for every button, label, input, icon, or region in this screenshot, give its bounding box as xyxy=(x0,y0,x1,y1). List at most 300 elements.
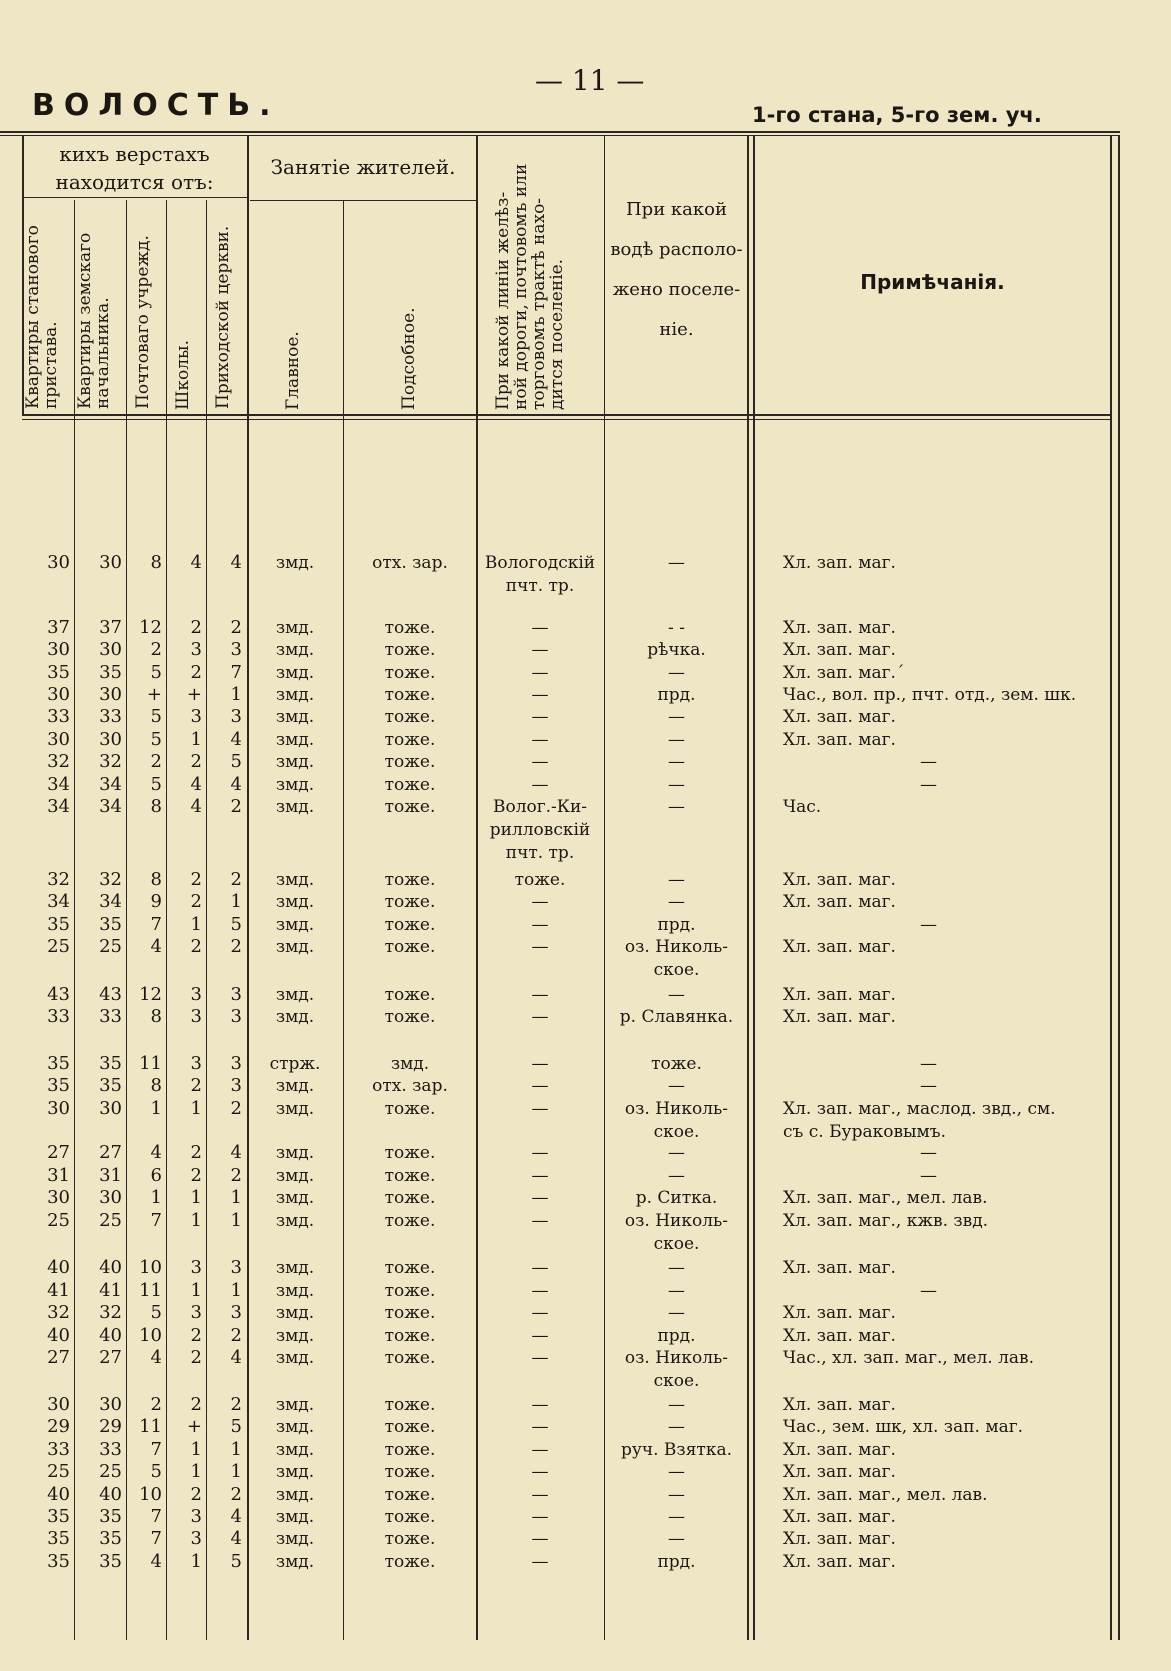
cell-sec: тоже. xyxy=(384,915,436,935)
cell-a: 34 xyxy=(47,774,70,795)
column-header-schools: Школы. xyxy=(173,340,193,410)
table-row xyxy=(0,662,1171,684)
cell-b: 30 xyxy=(99,729,122,750)
cell-d: 1 xyxy=(190,1098,202,1119)
column-header-notes: Примѣчанія. xyxy=(860,270,1005,294)
cell-c: 4 xyxy=(150,936,162,957)
cell-d: 1 xyxy=(190,1210,202,1231)
cell-e: 1 xyxy=(230,684,242,705)
cell-water: — xyxy=(668,1485,685,1505)
cell-road: — xyxy=(531,985,549,1005)
cell-d: 3 xyxy=(190,1257,202,1278)
cell-road: — xyxy=(531,707,549,727)
cell-a: 27 xyxy=(47,1142,70,1163)
cell-road: — xyxy=(531,618,549,638)
cell-note: — xyxy=(920,915,937,935)
cell-d: + xyxy=(186,684,202,705)
cell-road: — xyxy=(531,1188,549,1208)
cell-b: 29 xyxy=(99,1416,122,1437)
cell-e: 3 xyxy=(230,706,242,727)
cell-d: 2 xyxy=(190,617,202,638)
cell-a: 35 xyxy=(47,1075,70,1096)
cell-main: змд. xyxy=(275,1281,315,1301)
cell-c: 2 xyxy=(150,639,162,660)
cell-a: 33 xyxy=(47,706,70,727)
cell-road: — xyxy=(531,1211,549,1231)
cell-e: 4 xyxy=(230,729,242,750)
cell-main: змд. xyxy=(275,1143,315,1163)
table-row xyxy=(0,1506,1171,1528)
cell-d: 1 xyxy=(190,1461,202,1482)
cell-b: 40 xyxy=(99,1257,122,1278)
table-row xyxy=(0,1416,1171,1438)
cell-d: 2 xyxy=(190,1075,202,1096)
cell-c: 5 xyxy=(150,662,162,683)
cell-d: 2 xyxy=(190,1325,202,1346)
cell-water: прд. xyxy=(657,685,696,705)
cell-main: змд. xyxy=(275,1076,315,1096)
cell-b: 30 xyxy=(99,1394,122,1415)
cell-b: 40 xyxy=(99,1325,122,1346)
cell-sec: тоже. xyxy=(384,1395,436,1415)
cell-b: 40 xyxy=(99,1484,122,1505)
cell-d: 1 xyxy=(190,729,202,750)
cell-c: 8 xyxy=(150,1075,162,1096)
cell-road: — xyxy=(531,752,549,772)
cell-b: 30 xyxy=(99,1187,122,1208)
cell-c: 10 xyxy=(139,1257,162,1278)
cell-e: 2 xyxy=(230,1394,242,1415)
cell-c: 8 xyxy=(150,552,162,573)
cell-a: 35 xyxy=(47,1528,70,1549)
cell-e: 1 xyxy=(230,1439,242,1460)
cell-a: 25 xyxy=(47,1210,70,1231)
cell-note: — xyxy=(920,1143,937,1163)
cell-a: 25 xyxy=(47,936,70,957)
cell-main: змд. xyxy=(275,1529,315,1549)
cell-note: Хл. зап. маг.´ xyxy=(783,663,905,683)
cell-road: — xyxy=(531,685,549,705)
cell-note: Хл. зап. маг., мел. лав. xyxy=(783,1485,988,1505)
cell-main: стрж. xyxy=(269,1054,321,1074)
cell-a: 32 xyxy=(47,751,70,772)
cell-note: Час., хл. зап. маг., мел. лав. xyxy=(783,1348,1035,1368)
cell-c: 4 xyxy=(150,1551,162,1572)
cell-sec: тоже. xyxy=(384,1281,436,1301)
cell-a: 41 xyxy=(47,1280,70,1301)
cell-sec: тоже. xyxy=(384,663,436,683)
cell-e: 4 xyxy=(230,552,242,573)
cell-b: 33 xyxy=(99,1439,122,1460)
cell-d: 4 xyxy=(190,552,202,573)
cell-b: 43 xyxy=(99,984,122,1005)
cell-d: 3 xyxy=(190,984,202,1005)
cell-d: 2 xyxy=(190,1165,202,1186)
table-row xyxy=(0,1053,1171,1075)
cell-e: 7 xyxy=(230,662,242,683)
cell-a: 30 xyxy=(47,729,70,750)
cell-e: 2 xyxy=(230,1325,242,1346)
cell-main: змд. xyxy=(275,730,315,750)
cell-b: 30 xyxy=(99,552,122,573)
cell-a: 34 xyxy=(47,796,70,817)
cell-e: 1 xyxy=(230,891,242,912)
cell-water: — xyxy=(668,1507,685,1527)
distances-group-header: кихъ верстахъ находится отъ: xyxy=(55,142,214,194)
cell-a: 27 xyxy=(47,1347,70,1368)
cell-d: 1 xyxy=(190,1551,202,1572)
cell-b: 35 xyxy=(99,914,122,935)
cell-d: 2 xyxy=(190,869,202,890)
cell-water: оз. Николь- ское. xyxy=(624,1211,729,1254)
cell-c: 12 xyxy=(139,617,162,638)
cell-sec: тоже. xyxy=(384,1007,436,1027)
table-row xyxy=(0,891,1171,913)
table-row xyxy=(0,1257,1171,1279)
cell-b: 25 xyxy=(99,936,122,957)
cell-sec: тоже. xyxy=(384,618,436,638)
cell-sec: тоже. xyxy=(384,1211,436,1231)
cell-water: руч. Взятка. xyxy=(621,1440,732,1460)
column-header-stanovoi: Квартиры станового пристава. xyxy=(23,225,61,409)
cell-d: 1 xyxy=(190,1187,202,1208)
cell-main: змд. xyxy=(275,775,315,795)
cell-main: змд. xyxy=(275,707,315,727)
cell-road: — xyxy=(531,775,549,795)
cell-road: — xyxy=(531,937,549,957)
cell-water: р. Ситка. xyxy=(635,1188,718,1208)
cell-b: 30 xyxy=(99,1098,122,1119)
cell-water: рѣчка. xyxy=(647,640,706,660)
cell-c: 5 xyxy=(150,1302,162,1323)
cell-water: — xyxy=(668,1143,685,1163)
cell-road: — xyxy=(531,1143,549,1163)
table-row xyxy=(0,1165,1171,1187)
cell-road: Волог.-Ки- рилловскій пчт. тр. xyxy=(489,797,591,863)
table-row xyxy=(0,1461,1171,1483)
cell-d: 3 xyxy=(190,1302,202,1323)
cell-sec: тоже. xyxy=(384,985,436,1005)
cell-d: 2 xyxy=(190,936,202,957)
table-row xyxy=(0,706,1171,728)
cell-c: 11 xyxy=(139,1053,162,1074)
cell-b: 31 xyxy=(99,1165,122,1186)
cell-main: змд. xyxy=(275,985,315,1005)
cell-a: 37 xyxy=(47,617,70,638)
cell-e: 2 xyxy=(230,796,242,817)
page-title: ВОЛОСТЬ. xyxy=(32,88,280,123)
cell-main: змд. xyxy=(275,797,315,817)
cell-e: 1 xyxy=(230,1187,242,1208)
cell-sec: тоже. xyxy=(384,730,436,750)
cell-a: 31 xyxy=(47,1165,70,1186)
cell-c: 7 xyxy=(150,1506,162,1527)
cell-water: — xyxy=(668,870,685,890)
cell-e: 3 xyxy=(230,984,242,1005)
cell-sec: тоже. xyxy=(384,1462,436,1482)
cell-road: — xyxy=(531,1348,549,1368)
cell-water: — xyxy=(668,1281,685,1301)
cell-d: 3 xyxy=(190,1006,202,1027)
cell-c: 11 xyxy=(139,1416,162,1437)
cell-main: змд. xyxy=(275,1395,315,1415)
cell-water: тоже. xyxy=(651,1054,702,1074)
table-row xyxy=(0,936,1171,980)
cell-d: 1 xyxy=(190,914,202,935)
cell-d: 2 xyxy=(190,662,202,683)
table-row xyxy=(0,684,1171,706)
cell-water: — xyxy=(668,752,685,772)
cell-water: прд. xyxy=(657,1552,696,1572)
cell-note: Хл. зап. маг. xyxy=(783,1007,896,1027)
table-row xyxy=(0,1098,1171,1142)
cell-note: Хл. зап. маг. xyxy=(783,618,896,638)
cell-e: 4 xyxy=(230,774,242,795)
cell-sec: тоже. xyxy=(384,1188,436,1208)
cell-main: змд. xyxy=(275,752,315,772)
cell-sec: тоже. xyxy=(384,1348,436,1368)
cell-sec: тоже. xyxy=(384,1303,436,1323)
cell-d: 2 xyxy=(190,751,202,772)
cell-main: змд. xyxy=(275,1211,315,1231)
table-row xyxy=(0,1280,1171,1302)
table-row xyxy=(0,1006,1171,1028)
cell-b: 34 xyxy=(99,891,122,912)
table-row xyxy=(0,796,1171,863)
cell-main: змд. xyxy=(275,1440,315,1460)
cell-note: Хл. зап. маг. xyxy=(783,1395,896,1415)
cell-sec: тоже. xyxy=(384,1552,436,1572)
cell-e: 5 xyxy=(230,1416,242,1437)
cell-water: — xyxy=(668,797,685,817)
table-row xyxy=(0,1347,1171,1391)
cell-d: 3 xyxy=(190,1053,202,1074)
cell-note: — xyxy=(920,752,937,772)
cell-main: змд. xyxy=(275,1099,315,1119)
cell-a: 40 xyxy=(47,1257,70,1278)
cell-a: 34 xyxy=(47,891,70,912)
column-header-main: Главное. xyxy=(283,331,303,410)
table-row xyxy=(0,1325,1171,1347)
cell-note: Хл. зап. маг., кжв. звд. xyxy=(783,1211,989,1231)
column-header-road: При какой линіи желѣз- ной дороги, почтовомъ или торговомъ трактѣ нахо- дится поселеніе. xyxy=(493,163,567,410)
cell-b: 25 xyxy=(99,1210,122,1231)
cell-main: змд. xyxy=(275,1417,315,1437)
cell-note: Хл. зап. маг. xyxy=(783,553,896,573)
cell-road: — xyxy=(531,1485,549,1505)
cell-note: Хл. зап. маг. xyxy=(783,640,896,660)
cell-b: 35 xyxy=(99,1528,122,1549)
cell-c: 7 xyxy=(150,1439,162,1460)
cell-e: 3 xyxy=(230,1302,242,1323)
cell-water: оз. Николь- ское. xyxy=(624,1348,729,1391)
cell-d: 4 xyxy=(190,796,202,817)
cell-water: оз. Николь- ское. xyxy=(624,937,729,980)
cell-note: — xyxy=(920,1076,937,1096)
column-header-secondary: Подсобное. xyxy=(399,307,419,410)
cell-main: змд. xyxy=(275,553,315,573)
cell-b: 33 xyxy=(99,1006,122,1027)
cell-road: — xyxy=(531,1007,549,1027)
cell-sec: змд. xyxy=(390,1054,430,1074)
cell-note: Час., вол. пр., пчт. отд., зем. шк. xyxy=(783,685,1077,705)
cell-c: 5 xyxy=(150,729,162,750)
cell-d: 3 xyxy=(190,1528,202,1549)
cell-note: Хл. зап. маг., маслод. звд., см. съ с. Бураковымъ. xyxy=(783,1099,1056,1142)
table-row xyxy=(0,1528,1171,1550)
cell-d: 3 xyxy=(190,706,202,727)
cell-a: 29 xyxy=(47,1416,70,1437)
cell-note: Хл. зап. маг. xyxy=(783,937,896,957)
cell-note: Хл. зап. маг. xyxy=(783,1507,896,1527)
cell-b: 35 xyxy=(99,662,122,683)
cell-note: Хл. зап. маг. xyxy=(783,1552,896,1572)
cell-road: — xyxy=(531,1258,549,1278)
cell-sec: тоже. xyxy=(384,752,436,772)
cell-road: — xyxy=(531,892,549,912)
cell-note: Час., зем. шк, хл. зап. маг. xyxy=(783,1417,1024,1437)
cell-water: — xyxy=(668,1417,685,1437)
cell-sec: тоже. xyxy=(384,870,436,890)
cell-d: 1 xyxy=(190,1439,202,1460)
cell-note: Хл. зап. маг. xyxy=(783,1303,896,1323)
cell-c: 2 xyxy=(150,751,162,772)
cell-sec: тоже. xyxy=(384,1099,436,1119)
cell-c: 5 xyxy=(150,774,162,795)
cell-main: змд. xyxy=(275,1326,315,1346)
column-header-church: Приходской церкви. xyxy=(213,225,233,409)
table-row xyxy=(0,552,1171,596)
cell-d: 3 xyxy=(190,639,202,660)
occupation-group-header: Занятіе жителей. xyxy=(270,155,456,179)
cell-d: 1 xyxy=(190,1280,202,1301)
cell-water: — xyxy=(668,1395,685,1415)
cell-e: 3 xyxy=(230,639,242,660)
cell-a: 40 xyxy=(47,1484,70,1505)
cell-a: 35 xyxy=(47,1053,70,1074)
cell-main: змд. xyxy=(275,1462,315,1482)
cell-water: — xyxy=(668,1258,685,1278)
cell-a: 35 xyxy=(47,1551,70,1572)
cell-e: 3 xyxy=(230,1006,242,1027)
cell-water: оз. Николь- ское. xyxy=(624,1099,729,1142)
cell-sec: тоже. xyxy=(384,707,436,727)
cell-main: змд. xyxy=(275,1552,315,1572)
cell-note: Хл. зап. маг. xyxy=(783,870,896,890)
cell-road: — xyxy=(531,1462,549,1482)
cell-note: Хл. зап. маг. xyxy=(783,985,896,1005)
cell-road: — xyxy=(531,1054,549,1074)
table-row xyxy=(0,1187,1171,1209)
cell-main: змд. xyxy=(275,685,315,705)
cell-sec: отх. зар. xyxy=(372,553,448,573)
cell-a: 30 xyxy=(47,1187,70,1208)
cell-b: 41 xyxy=(99,1280,122,1301)
table-row xyxy=(0,1484,1171,1506)
cell-b: 27 xyxy=(99,1347,122,1368)
cell-a: 25 xyxy=(47,1461,70,1482)
cell-main: змд. xyxy=(275,640,315,660)
cell-road: — xyxy=(531,1417,549,1437)
cell-e: 3 xyxy=(230,1075,242,1096)
cell-road: — xyxy=(531,730,549,750)
cell-e: 4 xyxy=(230,1142,242,1163)
cell-sec: тоже. xyxy=(384,1507,436,1527)
cell-e: 2 xyxy=(230,1098,242,1119)
cell-e: 5 xyxy=(230,914,242,935)
cell-a: 33 xyxy=(47,1439,70,1460)
cell-c: 8 xyxy=(150,796,162,817)
cell-sec: тоже. xyxy=(384,1166,436,1186)
cell-a: 30 xyxy=(47,639,70,660)
cell-note: Хл. зап. маг. xyxy=(783,1326,896,1346)
cell-e: 1 xyxy=(230,1280,242,1301)
cell-note: Хл. зап. маг. xyxy=(783,1529,896,1549)
cell-water: — xyxy=(668,553,685,573)
table-row xyxy=(0,914,1171,936)
cell-a: 35 xyxy=(47,662,70,683)
cell-water: — xyxy=(668,775,685,795)
cell-road: — xyxy=(531,1099,549,1119)
cell-e: 2 xyxy=(230,1165,242,1186)
cell-sec: тоже. xyxy=(384,1440,436,1460)
cell-c: 4 xyxy=(150,1142,162,1163)
cell-main: змд. xyxy=(275,1303,315,1323)
cell-e: 2 xyxy=(230,617,242,638)
column-header-zemsky: Квартиры земскаго начальника. xyxy=(75,232,113,409)
cell-a: 35 xyxy=(47,1506,70,1527)
cell-note: Хл. зап. маг. xyxy=(783,1258,896,1278)
table-row xyxy=(0,774,1171,796)
cell-e: 5 xyxy=(230,1551,242,1572)
cell-sec: тоже. xyxy=(384,1326,436,1346)
cell-a: 32 xyxy=(47,869,70,890)
cell-b: 32 xyxy=(99,1302,122,1323)
cell-road: — xyxy=(531,1281,549,1301)
cell-a: 43 xyxy=(47,984,70,1005)
cell-b: 35 xyxy=(99,1075,122,1096)
cell-c: 8 xyxy=(150,869,162,890)
cell-water: — xyxy=(668,1529,685,1549)
cell-b: 35 xyxy=(99,1551,122,1572)
cell-road: — xyxy=(531,915,549,935)
table-row xyxy=(0,984,1171,1006)
cell-water: — xyxy=(668,663,685,683)
cell-main: змд. xyxy=(275,1507,315,1527)
cell-b: 34 xyxy=(99,796,122,817)
cell-main: змд. xyxy=(275,663,315,683)
cell-a: 33 xyxy=(47,1006,70,1027)
cell-d: 3 xyxy=(190,1506,202,1527)
cell-c: 5 xyxy=(150,706,162,727)
cell-water: — xyxy=(668,1303,685,1323)
cell-c: 10 xyxy=(139,1325,162,1346)
cell-a: 30 xyxy=(47,552,70,573)
cell-sec: тоже. xyxy=(384,1258,436,1278)
cell-sec: тоже. xyxy=(384,797,436,817)
cell-main: змд. xyxy=(275,1166,315,1186)
table-row xyxy=(0,1551,1171,1573)
cell-e: 3 xyxy=(230,1053,242,1074)
cell-water: р. Славянка. xyxy=(619,1007,734,1027)
cell-d: 2 xyxy=(190,1347,202,1368)
cell-note: Хл. зап. маг. xyxy=(783,892,896,912)
table-row xyxy=(0,617,1171,639)
cell-water: — xyxy=(668,707,685,727)
cell-sec: тоже. xyxy=(384,1529,436,1549)
cell-sec: тоже. xyxy=(384,775,436,795)
cell-sec: тоже. xyxy=(384,1485,436,1505)
